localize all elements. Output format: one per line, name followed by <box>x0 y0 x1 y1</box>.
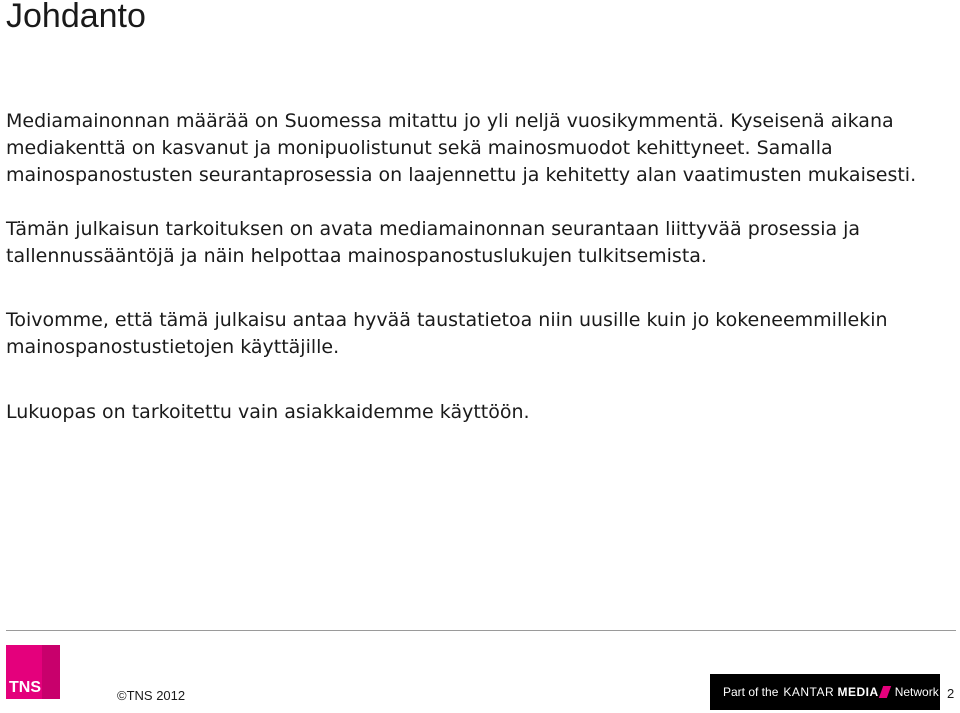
badge-kantar: KANTAR <box>783 685 835 699</box>
badge-prefix: Part of the <box>723 685 779 699</box>
intro-paragraph-1: Mediamainonnan määrää on Suomessa mitattu jo yli neljä vuosikymmentä. Kyseisenä aikana mediakenttä on kasvanut ja monipuolistunut sekä mainosmuodot kehittyneet. Samalla mainospanostusten seurantaprosessia on laajennettu ja kehitetty alan vaatimusten mukaisesti. <box>6 110 917 186</box>
copyright-text: ©TNS 2012 <box>117 688 186 703</box>
slide-body <box>6 108 956 453</box>
intro-paragraph-2: Tämän julkaisun tarkoituksen on avata mediamainonnan seurantaan liittyvää prosessia ja tallennussääntöjä ja näin helpottaa mainospanostuslukujen tulkitsemista. <box>6 218 861 267</box>
intro-paragraph-4: Lukuopas on tarkoitettu vain asiakkaidemme käyttöön. <box>6 401 530 423</box>
footer-divider <box>6 630 956 631</box>
badge-suffix: Network <box>894 685 939 699</box>
slide-title: Johdanto <box>6 0 146 35</box>
intro-paragraph-3: Toivomme, että tämä julkaisu antaa hyvää taustatietoa niin uusille kuin jo kokeneemmillekin mainospanostustietojen käyttäjille. <box>6 309 888 358</box>
tns-logo <box>6 645 60 699</box>
tns-logo-text: TNS <box>9 679 41 696</box>
kantar-media-badge <box>710 674 940 710</box>
badge-accent-icon <box>879 686 891 698</box>
badge-media: MEDIA <box>837 685 879 699</box>
page-number: 2 <box>947 686 955 701</box>
tns-logo-shade <box>42 645 60 699</box>
